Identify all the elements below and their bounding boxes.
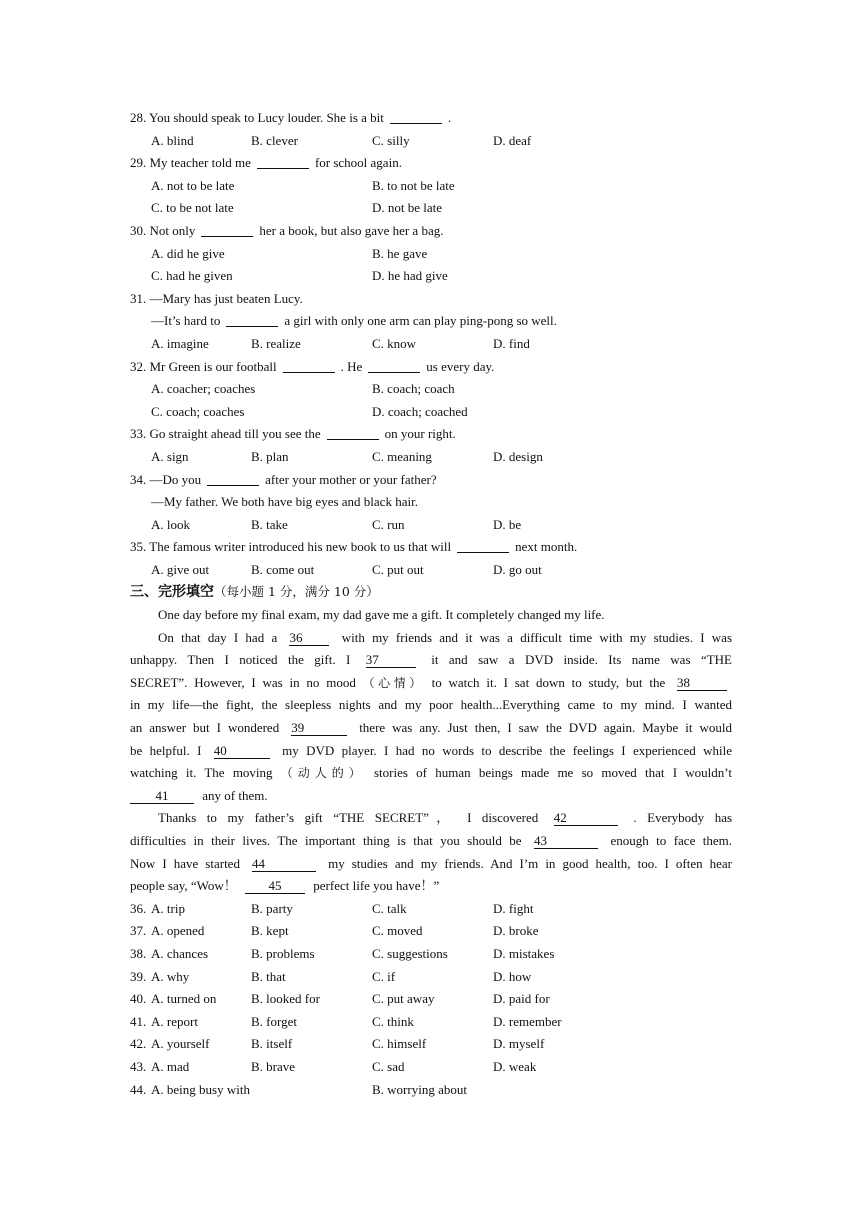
option-d: D. weak xyxy=(493,1058,537,1074)
cloze-blank-38: 38 xyxy=(677,675,727,691)
question-stem-end: . xyxy=(447,110,452,125)
answer-blank xyxy=(390,109,442,124)
option-a: A. look xyxy=(151,516,190,532)
option-c: C. meaning xyxy=(372,448,432,464)
option-c: C. run xyxy=(372,516,405,532)
option-d: D. paid for xyxy=(493,991,550,1007)
cloze-blank-40: 40 xyxy=(214,743,270,759)
question-31 xyxy=(130,288,732,311)
passage-text: “Wow！ xyxy=(190,878,237,894)
option-num: 37. xyxy=(130,923,147,939)
passage-text: difficulties in their lives. The important thing is that you should be xyxy=(130,833,522,848)
option-c: C. put away xyxy=(372,991,435,1007)
option-num: 43. xyxy=(130,1058,147,1074)
section-title: 三、完形填空 xyxy=(130,584,214,601)
passage-text: an answer but I wondered xyxy=(130,720,280,736)
option-d: D. not be late xyxy=(372,200,443,216)
passage-line xyxy=(130,875,732,898)
cloze-option-row xyxy=(130,1056,732,1079)
options-row xyxy=(130,243,732,266)
options-row xyxy=(130,333,732,356)
option-b: B. party xyxy=(251,900,293,916)
cloze-blank-42: 42 xyxy=(554,810,618,826)
option-b: B. that xyxy=(251,968,286,984)
passage-line xyxy=(130,740,732,763)
option-num: 36. xyxy=(130,900,147,916)
options-row xyxy=(130,130,732,153)
options-row xyxy=(130,401,732,424)
passage-text: enough to face them. xyxy=(610,833,733,848)
cloze-options xyxy=(130,898,732,1101)
passage-line xyxy=(130,649,732,672)
passage-text: perfect life you have！” xyxy=(313,878,440,894)
answer-blank xyxy=(226,312,278,327)
option-a: A. opened xyxy=(151,923,205,939)
option-a: A. chances xyxy=(151,945,209,961)
question-stem: 33. Go straight ahead till you see the xyxy=(130,426,321,442)
option-c: C. put out xyxy=(372,561,424,577)
option-b: B. problems xyxy=(251,945,315,961)
option-c: C. if xyxy=(372,968,396,984)
option-a: A. why xyxy=(151,968,190,984)
option-b: B. to not be late xyxy=(372,177,455,193)
cloze-blank-41: 41 xyxy=(130,788,194,804)
option-d: D. deaf xyxy=(493,132,532,148)
option-d: D. he had give xyxy=(372,268,448,284)
question-34-reply xyxy=(130,491,732,514)
option-b: B. coach; coach xyxy=(372,381,455,397)
cloze-blank-37: 37 xyxy=(366,652,416,668)
option-num: 42. xyxy=(130,1036,147,1052)
cloze-passage xyxy=(130,604,732,898)
passage-text: there was any. Just then, I saw the DVD again. Maybe it would xyxy=(359,720,733,736)
question-number: 30. xyxy=(130,222,147,238)
passage-text: with my friends and it was a difficult time with my studies. I was xyxy=(341,629,733,645)
passage-line xyxy=(130,694,732,717)
option-d: D. remember xyxy=(493,1013,562,1029)
question-33 xyxy=(130,423,732,446)
option-b: B. clever xyxy=(251,132,298,148)
option-d: D. design xyxy=(493,448,543,464)
option-a: A. yourself xyxy=(151,1036,210,1052)
question-stem-end: on your right. xyxy=(384,426,456,442)
option-d: D. coach; coached xyxy=(372,403,468,419)
question-stem: —It’s hard to xyxy=(151,313,221,329)
question-stem-middle: . He xyxy=(340,358,363,374)
cloze-option-row xyxy=(130,1011,732,1034)
question-30 xyxy=(130,220,732,243)
passage-text: One day before my final exam, my dad gave me a gift. It completely changed my life. xyxy=(158,607,605,623)
question-stem: 31. —Mary has just beaten Lucy. xyxy=(130,290,303,306)
option-a: A. coacher; coaches xyxy=(151,381,256,397)
exam-page xyxy=(130,107,732,1101)
cloze-option-row xyxy=(130,943,732,966)
option-b: B. worrying about xyxy=(372,1081,467,1097)
question-number: 28. xyxy=(130,110,147,125)
option-a: A. report xyxy=(151,1013,198,1029)
passage-text: . Everybody has xyxy=(633,810,733,826)
passage-line xyxy=(130,672,732,695)
option-d: D. broke xyxy=(493,923,539,939)
option-num: 44. xyxy=(130,1081,147,1097)
option-a: A. not to be late xyxy=(151,177,235,193)
option-b: B. he gave xyxy=(372,245,428,261)
option-c: C. talk xyxy=(372,900,407,916)
question-stem-end: after your mother or your father? xyxy=(265,471,437,487)
cloze-option-row xyxy=(130,1033,732,1056)
passage-text: “THE SECRET”， xyxy=(333,810,457,826)
question-stem-end: her a book, but also gave her a bag. xyxy=(259,222,444,238)
option-d: D. go out xyxy=(493,561,542,577)
options-row xyxy=(130,559,732,582)
option-d: D. myself xyxy=(493,1036,545,1052)
option-c: C. suggestions xyxy=(372,945,448,961)
cloze-option-row xyxy=(130,988,732,1011)
option-b: B. kept xyxy=(251,923,289,939)
option-a: A. sign xyxy=(151,448,189,464)
cloze-option-row xyxy=(130,898,732,921)
option-d: D. how xyxy=(493,968,532,984)
cloze-option-row xyxy=(130,966,732,989)
passage-text: Thanks to my father’s gift xyxy=(158,810,323,826)
passage-text: be helpful. I xyxy=(130,742,202,758)
question-stem: Not only xyxy=(149,222,196,238)
option-a: A. trip xyxy=(151,900,185,916)
passage-line xyxy=(130,785,732,808)
passage-text: people say, xyxy=(130,878,188,894)
option-d: D. fight xyxy=(493,900,534,916)
cloze-blank-39: 39 xyxy=(291,720,347,736)
cloze-option-row xyxy=(130,920,732,943)
passage-text: my studies and my friends. And I’m in good health, too. I often hear xyxy=(328,855,733,871)
passage-text: any of them. xyxy=(202,787,268,803)
passage-text: Now I have started xyxy=(130,855,240,871)
option-b: B. forget xyxy=(251,1013,297,1029)
cloze-blank-44: 44 xyxy=(252,856,316,872)
question-stem-end: us every day. xyxy=(426,358,495,374)
cloze-blank-43: 43 xyxy=(534,833,598,849)
passage-text: stories of human beings made me so moved that I wouldn’t xyxy=(374,765,732,781)
option-d: D. find xyxy=(493,335,530,351)
passage-line xyxy=(130,830,732,853)
passage-line xyxy=(130,807,732,830)
passage-text: it and saw a DVD inside. Its name was xyxy=(431,652,691,668)
options-row xyxy=(130,175,732,198)
question-stem-end: a girl with only one arm can play ping-pong so well. xyxy=(284,313,557,329)
section-note: （每小题 1 分，满分 10 分） xyxy=(214,584,379,600)
option-c: C. know xyxy=(372,335,417,351)
question-stem: You should speak to Lucy louder. She is a bit xyxy=(149,110,384,125)
option-c: C. moved xyxy=(372,923,423,939)
option-b: B. realize xyxy=(251,335,301,351)
passage-gloss: （心情） xyxy=(362,675,425,690)
option-d: D. be xyxy=(493,516,522,532)
passage-line xyxy=(130,604,732,627)
passage-text: unhappy. Then I noticed the gift. I xyxy=(130,652,351,668)
section-heading xyxy=(130,581,732,604)
option-c: C. silly xyxy=(372,132,410,148)
passage-text: “THE xyxy=(700,652,732,668)
passage-text: watching it. The moving xyxy=(130,765,273,781)
option-c: C. to be not late xyxy=(151,200,234,216)
option-c: C. had he given xyxy=(151,268,233,284)
option-a: A. turned on xyxy=(151,991,217,1007)
option-a: A. mad xyxy=(151,1058,190,1074)
question-stem-end: next month. xyxy=(515,539,578,555)
answer-blank xyxy=(283,358,335,373)
answer-blank xyxy=(207,471,259,486)
option-a: A. give out xyxy=(151,561,210,577)
option-c: C. think xyxy=(372,1013,414,1029)
option-num: 38. xyxy=(130,945,147,961)
passage-gloss: （动人的） xyxy=(280,766,366,781)
passage-line xyxy=(130,627,732,650)
question-stem: My teacher told me xyxy=(149,155,251,171)
option-a: A. blind xyxy=(151,132,194,148)
option-num: 41. xyxy=(130,1013,147,1029)
option-a: A. imagine xyxy=(151,335,209,351)
passage-text: my DVD player. I had no words to describe the feelings I experienced while xyxy=(282,742,733,758)
option-num: 40. xyxy=(130,991,147,1007)
question-stem: 32. Mr Green is our football xyxy=(130,358,277,374)
option-b: B. plan xyxy=(251,448,289,464)
options-row xyxy=(130,378,732,401)
option-num: 39. xyxy=(130,968,147,984)
option-d: D. mistakes xyxy=(493,945,555,961)
option-a: A. did he give xyxy=(151,245,225,261)
question-34 xyxy=(130,469,732,492)
answer-blank xyxy=(327,425,379,440)
answer-blank xyxy=(457,538,509,553)
cloze-blank-45: 45 xyxy=(245,878,305,894)
question-stem: 34. —Do you xyxy=(130,471,202,487)
answer-blank xyxy=(201,222,253,237)
question-stem: —My father. We both have big eyes and black hair. xyxy=(151,494,418,510)
cloze-option-row xyxy=(130,1079,732,1102)
options-row xyxy=(130,446,732,469)
cloze-blank-36: 36 xyxy=(289,630,329,646)
passage-text: in my life—the fight, the sleepless nights and my poor health...Everything came to my mind. I wanted xyxy=(130,697,732,713)
passage-text: I discovered xyxy=(467,810,539,826)
option-b: B. looked for xyxy=(251,991,320,1007)
question-stem: 35. The famous writer introduced his new book to us that will xyxy=(130,539,452,555)
question-35 xyxy=(130,536,732,559)
question-29 xyxy=(130,152,732,175)
passage-text: SECRET”. However, I was in no mood xyxy=(130,674,356,690)
question-31-reply xyxy=(130,310,732,333)
options-row xyxy=(130,265,732,288)
answer-blank xyxy=(368,358,420,373)
passage-line xyxy=(130,853,732,876)
option-b: B. take xyxy=(251,516,288,532)
question-number: 29. xyxy=(130,155,147,171)
option-b: B. itself xyxy=(251,1036,293,1052)
options-row xyxy=(130,197,732,220)
options-row xyxy=(130,514,732,537)
question-stem-end: for school again. xyxy=(314,155,402,171)
option-b: B. brave xyxy=(251,1058,296,1074)
passage-text: On that day I had a xyxy=(158,629,278,645)
passage-text: to watch it. I sat down to study, but the xyxy=(431,674,666,690)
passage-line xyxy=(130,762,732,785)
option-c: C. coach; coaches xyxy=(151,403,245,419)
option-b: B. come out xyxy=(251,561,315,577)
option-a: A. being busy with xyxy=(151,1081,250,1097)
answer-blank xyxy=(257,154,309,169)
option-c: C. sad xyxy=(372,1058,405,1074)
passage-line xyxy=(130,717,732,740)
question-28 xyxy=(130,107,732,130)
question-32 xyxy=(130,356,732,379)
option-c: C. himself xyxy=(372,1036,427,1052)
